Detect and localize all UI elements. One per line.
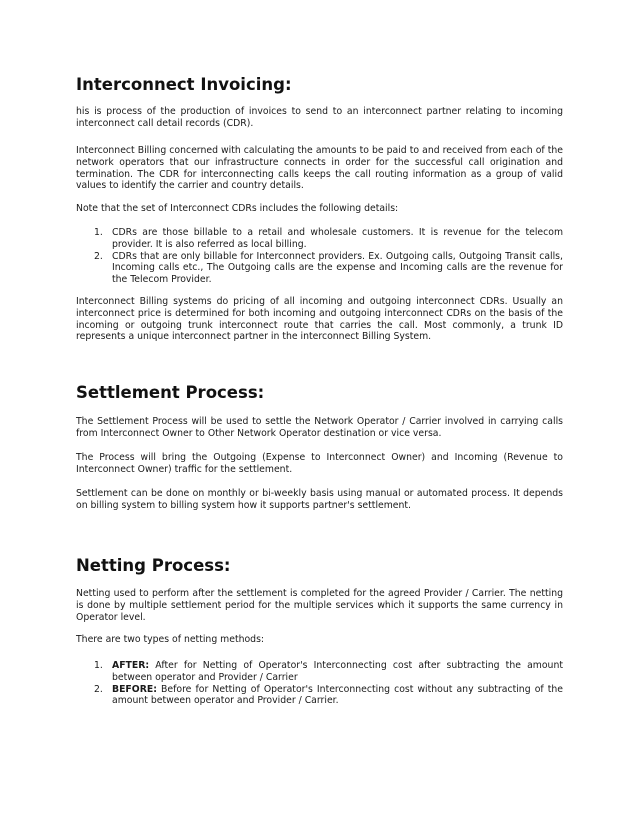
list-number: 1. [94,227,103,238]
list-number: 2. [94,250,103,262]
paragraph: Netting used to perform after the settlement is completed for the agreed Provider / Carrier. The netting is done by multiple settlement period for the multiple services which it supports the same currency in Operator level. [76,588,563,623]
list-item [76,660,563,684]
list-number: 2. [94,683,103,695]
section-heading-interconnect-invoicing: Interconnect Invoicing: [76,75,292,94]
list-item [76,227,563,251]
paragraph: Interconnect Billing systems do pricing of all incoming and outgoing interconnect CDRs. Usually an interconnect price is determined for both incoming and outgoing interconnect CDRs on the basis of the incoming or outgoing trunk interconnect route that carries the call. Most commonly, a trunk ID represents a unique interconnect partner in the interconnect Billing System. [76,296,563,343]
paragraph: his is process of the production of invoices to send to an interconnect partner relating to incoming interconnect call detail records (CDR). [76,106,563,129]
netting-methods-list [76,660,563,707]
paragraph: Interconnect Billing concerned with calculating the amounts to be paid to and received from each of the network operators that our infrastructure connects in order for the successful call origination and termination. The CDR for interconnecting calls keeps the call routing information as a group of valid values to identify the carrier and country details. [76,145,563,192]
paragraph: The Settlement Process will be used to settle the Network Operator / Carrier involved in carrying calls from Interconnect Owner to Other Network Operator destination or vice versa. [76,416,563,439]
list-item-text: CDRs that are only billable for Interconnect providers. Ex. Outgoing calls, Outgoing Transit calls, Incoming calls etc., The Outgoing calls are the expense and Incoming calls are the revenue for the Telecom Provider. [112,250,563,286]
list-item [76,684,563,708]
paragraph: Note that the set of Interconnect CDRs includes the following details: [76,203,399,214]
paragraph: Settlement can be done on monthly or bi-weekly basis using manual or automated process. It depends on billing system to billing system how it supports partner's settlement. [76,488,563,511]
paragraph: The Process will bring the Outgoing (Expense to Interconnect Owner) and Incoming (Revenue to Interconnect Owner) traffic for the settlement. [76,452,563,475]
list-item-term: AFTER: [112,660,150,671]
list-item-term: BEFORE: [112,683,157,695]
list-item-text: After for Netting of Operator's Interconnecting cost after subtracting the amount between operator and Provider / Carrier [112,660,563,683]
list-item [76,251,563,286]
paragraph: There are two types of netting methods: [76,634,265,645]
cdr-details-list [76,227,563,286]
list-item-text: Before for Netting of Operator's Interconnecting cost without any subtracting of the amount between operator and Provider / Carrier. [112,683,563,707]
section-heading-netting-process: Netting Process: [76,556,231,575]
list-item-text: CDRs are those billable to a retail and wholesale customers. It is revenue for the telecom provider. It is also referred as local billing. [112,227,563,250]
section-heading-settlement-process: Settlement Process: [76,383,265,402]
list-number: 1. [94,660,103,671]
